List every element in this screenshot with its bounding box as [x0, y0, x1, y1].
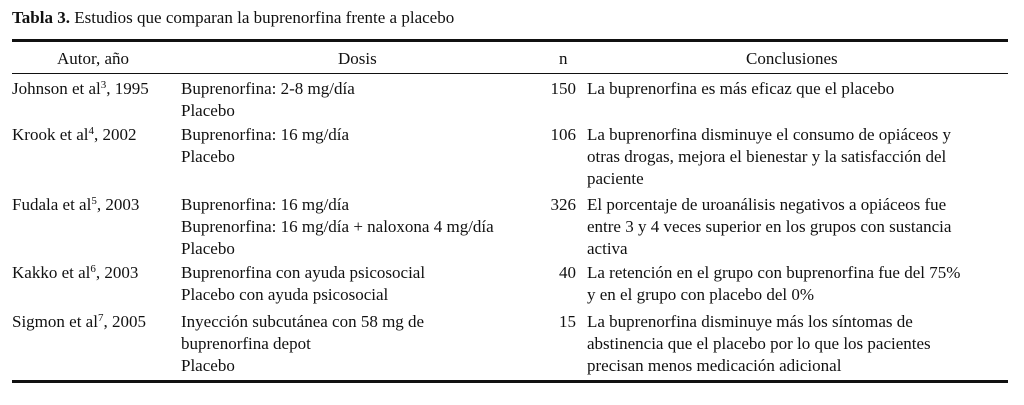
author-name: Sigmon et al: [12, 312, 98, 331]
conclusion-line: El porcentaje de uroanálisis negativos a opiáceos fue: [587, 195, 947, 214]
author-cell: [12, 311, 146, 333]
author-cell: [12, 194, 139, 216]
dose-line: Placebo: [181, 356, 235, 375]
header-n: n: [559, 49, 568, 68]
sample-size-cell: 150: [550, 79, 576, 98]
conclusion-line: entre 3 y 4 veces superior en los grupos con sustancia: [587, 217, 952, 236]
conclusion-line: La buprenorfina es más eficaz que el placebo: [587, 79, 895, 98]
author-name: Fudala et al: [12, 195, 92, 214]
header-dose: Dosis: [338, 49, 377, 68]
conclusion-line: abstinencia que el placebo por lo que los pacientes: [587, 334, 931, 353]
dose-cell: [181, 78, 355, 122]
author-year: , 1995: [106, 79, 149, 98]
header-author: Autor, año: [57, 49, 130, 68]
author-cell: [12, 262, 138, 284]
conclusion-line: otras drogas, mejora el bienestar y la satisfacción del: [587, 147, 947, 166]
dose-line: Placebo: [181, 239, 235, 258]
sample-size-cell: 106: [550, 125, 576, 144]
top-rule: [12, 39, 1008, 42]
caption-label: Tabla 3.: [12, 8, 70, 27]
dose-cell: [181, 262, 425, 306]
conclusion-cell: [587, 311, 931, 377]
caption-text: Estudios que comparan la buprenorfina frente a placebo: [74, 8, 455, 27]
dose-line: Placebo: [181, 101, 235, 120]
conclusion-line: y en el grupo con placebo del 0%: [587, 285, 815, 304]
author-year: , 2003: [96, 195, 140, 214]
dose-cell: [181, 311, 424, 377]
author-name: Kakko et al: [12, 263, 91, 282]
reference-number: 7: [97, 312, 104, 324]
conclusion-line: precisan menos medicación adicional: [587, 356, 842, 375]
dose-line: Placebo: [181, 147, 235, 166]
author-year: , 2002: [93, 125, 137, 144]
dose-line: Buprenorfina: 2-8 mg/día: [181, 79, 355, 98]
dose-cell: [181, 194, 494, 260]
header-rule: [12, 73, 1008, 74]
sample-size-cell: 15: [559, 312, 576, 331]
author-name: Johnson et al: [12, 79, 101, 98]
table-caption: [12, 8, 454, 28]
dose-line: Buprenorfina: 16 mg/día: [181, 195, 350, 214]
author-cell: [12, 124, 136, 146]
conclusion-line: activa: [587, 239, 628, 258]
author-cell: [12, 78, 149, 100]
bottom-rule: [12, 380, 1008, 383]
sample-size-cell: 40: [559, 263, 576, 282]
dose-line: Buprenorfina con ayuda psicosocial: [181, 263, 426, 282]
dose-line: Buprenorfina: 16 mg/día: [181, 125, 350, 144]
conclusion-cell: [587, 124, 951, 190]
conclusion-line: La buprenorfina disminuye el consumo de opiáceos y: [587, 125, 951, 144]
dose-cell: [181, 124, 349, 168]
dose-line: buprenorfina depot: [181, 334, 311, 353]
conclusion-line: La buprenorfina disminuye más los síntomas de: [587, 312, 913, 331]
reference-number: 6: [90, 263, 96, 275]
conclusion-cell: [587, 262, 960, 306]
author-year: , 2003: [95, 263, 139, 282]
dose-line: Buprenorfina: 16 mg/día + naloxona 4 mg/día: [181, 217, 494, 236]
header-conclusions: Conclusiones: [746, 49, 838, 68]
author-name: Krook et al: [12, 125, 89, 144]
author-year: , 2005: [103, 312, 146, 331]
dose-line: Placebo con ayuda psicosocial: [181, 285, 389, 304]
reference-number: 4: [88, 125, 94, 137]
reference-number: 5: [91, 195, 97, 207]
dose-line: Inyección subcutánea con 58 mg de: [181, 312, 425, 331]
conclusion-line: La retención en el grupo con buprenorfina fue del 75%: [587, 263, 961, 282]
conclusion-line: paciente: [587, 169, 644, 188]
conclusion-cell: [587, 78, 894, 100]
conclusion-cell: [587, 194, 951, 260]
sample-size-cell: 326: [550, 195, 576, 214]
reference-number: 3: [100, 79, 107, 91]
